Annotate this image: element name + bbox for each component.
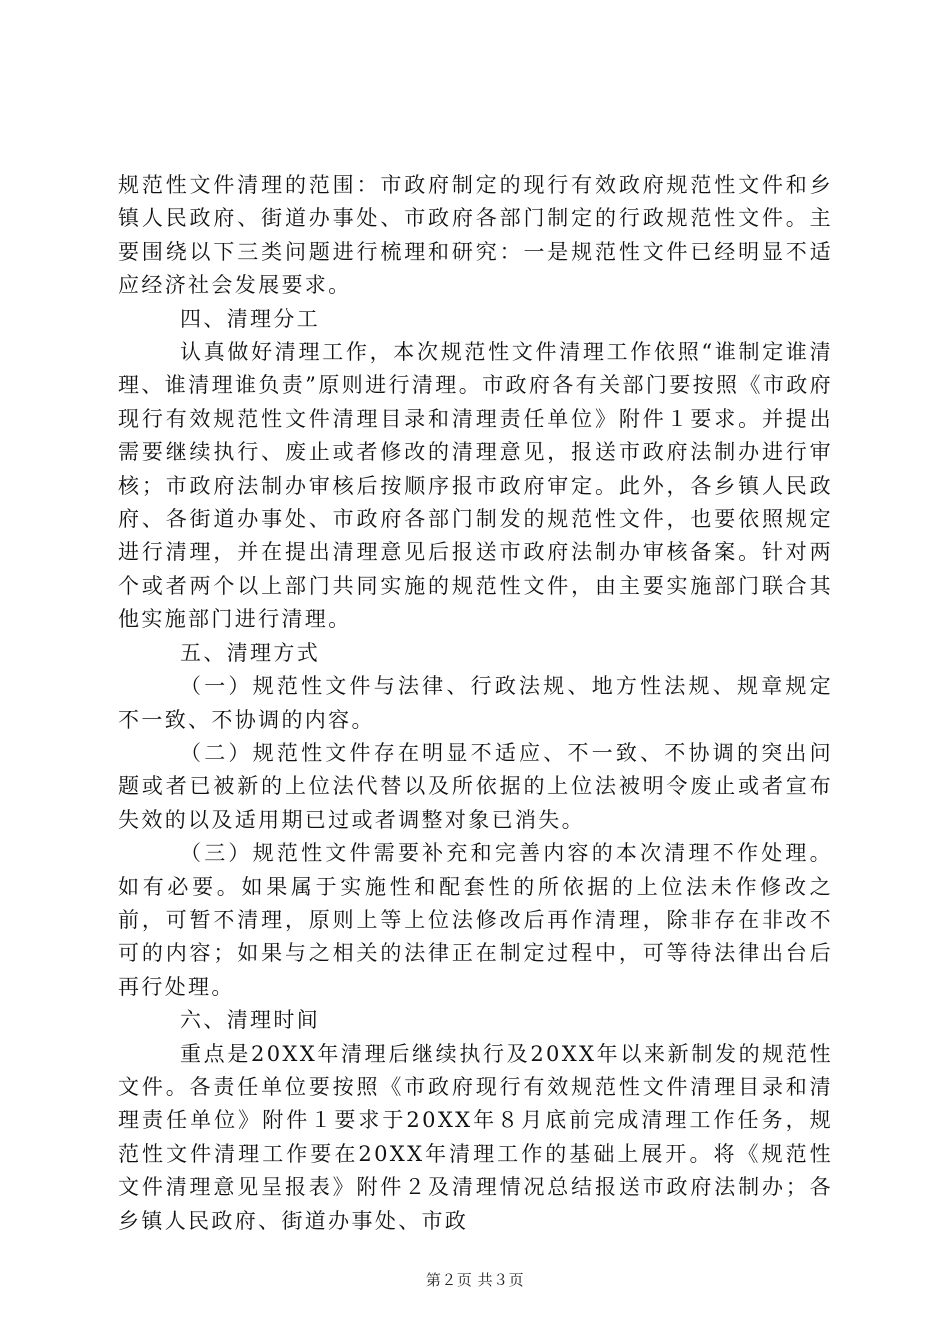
page-footer-page-number: 第２页 共３页 [425,1271,525,1289]
paragraph-scope: 规范性文件清理的范围：市政府制定的现行有效政府规范性文件和乡镇人民政府、街道办事处、市政府各部门制定的行政规范性文件。主要围绕以下三类问题进行梳理和研究：一是规范性文件已经明显不适应经济社会发展要求。 [118,173,833,298]
paragraph-method-item-2: （二）规范性文件存在明显不适应、不一致、不协调的突出问题或者已被新的上位法代替以及所依据的上位法被明令废止或者宣布失效的以及适用期已过或者调整对象已消失。 [118,740,833,832]
paragraph-method-item-3: （三）规范性文件需要补充和完善内容的本次清理不作处理。如有必要。如果属于实施性和配套性的所依据的上位法未作修改之前，可暂不清理，原则上等上位法修改后再作清理，除非存在非改不可的内容；如果与之相关的法律正在制定过程中，可等待法律出台后再行处理。 [118,841,833,999]
section-heading-division-of-work: 四、清理分工 [180,306,321,331]
section-heading-cleanup-time: 六、清理时间 [180,1008,321,1033]
paragraph-cleanup-time: 重点是20XX年清理后继续执行及20XX年以来新制发的规范性文件。各责任单位要按照《市政府现行有效规范性文件清理目录和清理责任单位》附件１要求于20XX年８月底前完成清理工作任务，规范性文件清理工作要在20XX年清理工作的基础上展开。将《规范性文件清理意见呈报表》附件２及清理情况总结报送市政府法制办；各乡镇人民政府、街道办事处、市政 [118,1041,833,1233]
section-heading-cleanup-method: 五、清理方式 [180,640,321,665]
document-body [118,169,833,1238]
paragraph-method-item-1: （一）规范性文件与法律、行政法规、地方性法规、规章规定不一致、不协调的内容。 [118,674,833,732]
paragraph-division-of-work: 认真做好清理工作，本次规范性文件清理工作依照“谁制定谁清理、谁清理谁负责”原则进行清理。市政府各有关部门要按照《市政府现行有效规范性文件清理目录和清理责任单位》附件１要求。并提出需要继续执行、废止或者修改的清理意见，报送市政府法制办进行审核；市政府法制办审核后按顺序报市政府审定。此外，各乡镇人民政府、各街道办事处、市政府各部门制发的规范性文件，也要依照规定进行清理，并在提出清理意见后报送市政府法制办审核备案。针对两个或者两个以上部门共同实施的规范性文件，由主要实施部门联合其他实施部门进行清理。 [118,340,833,632]
